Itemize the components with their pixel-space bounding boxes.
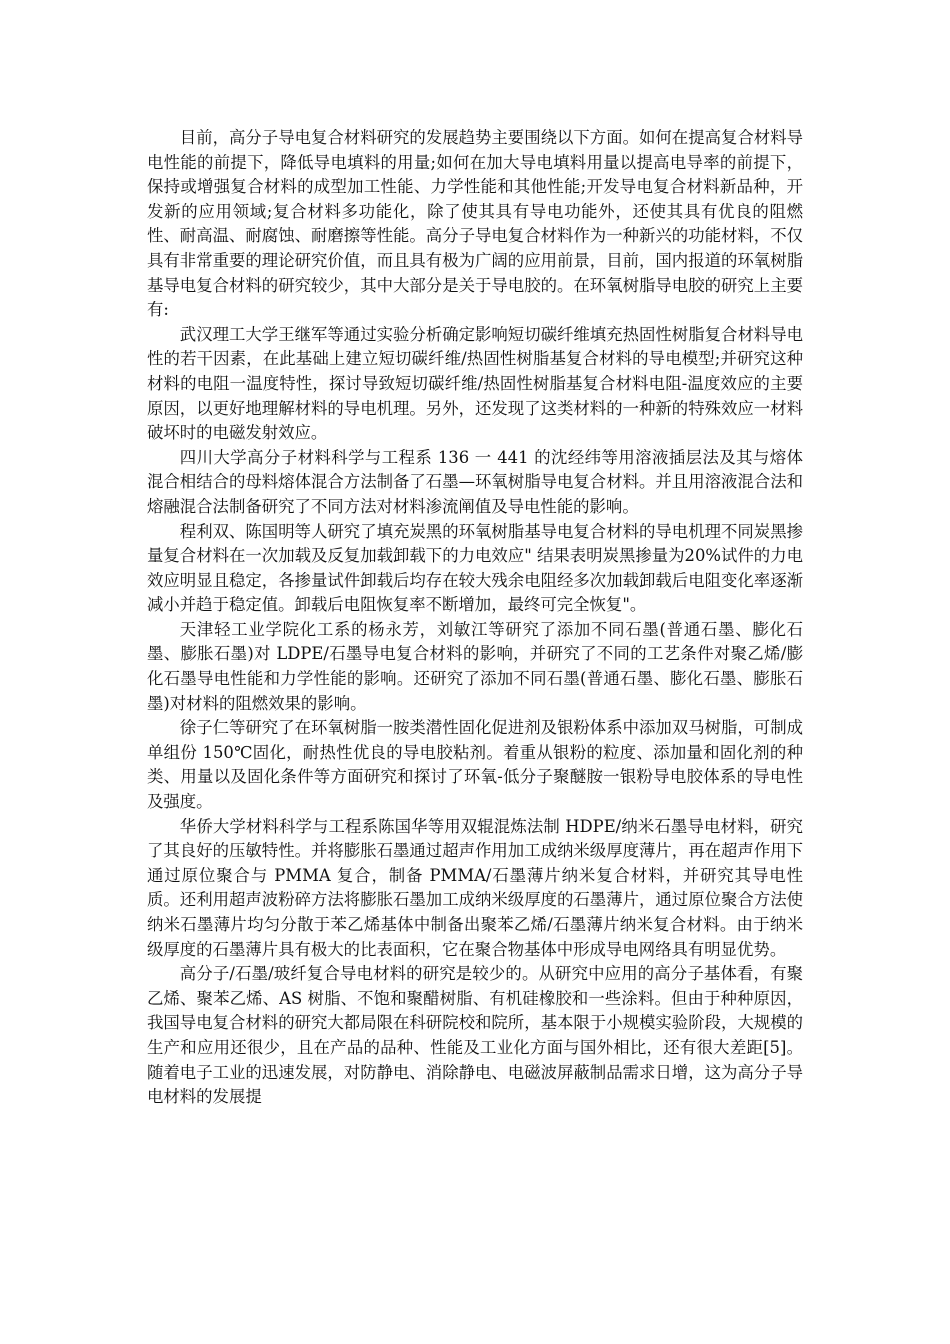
paragraph-tianjin-ldpe-graphite: 天津轻工业学院化工系的杨永芳，刘敏江等研究了添加不同石墨(普通石墨、膨化石墨、膨胀石墨)对 LDPE/石墨导电复合材料的影响，并研究了不同的工艺条件对聚乙烯/膨化石墨导电性能和力学性能的影响。还研究了添加不同石墨(普通石墨、膨化石墨、膨胀石墨)对材料的阻燃效果的影响。: [147, 619, 803, 713]
paragraph-wuhan-carbon-fiber: 武汉理工大学王继军等通过实验分析确定影响短切碳纤维填充热固性树脂复合材料导电性的若干因素，在此基础上建立短切碳纤维/热固性树脂基复合材料的导电模型;并研究这种材料的电阻一温度特性，探讨导致短切碳纤维/热固性树脂基复合材料电阻-温度效应的主要原因，以更好地理解材料的导电机理。另外，还发现了这类材料的一种新的特殊效应一材料破坏时的电磁发射效应。: [147, 324, 803, 443]
paragraph-polymer-graphite-glass-fiber: 高分子/石墨/玻纤复合导电材料的研究是较少的。从研究中应用的高分子基体看，有聚乙烯、聚苯乙烯、AS 树脂、不饱和聚醋树脂、有机硅橡胶和一些涂料。但由于种种原因，我国导电复合材料的研究大都局限在科研院校和院所，基本限于小规模实验阶段，大规模的生产和应用还很少，且在产品的品种、性能及工业化方面与国外相比，还有很大差距[5]。随着电子工业的迅速发展，对防静电、消除静电、电磁波屏蔽制品需求日增，这为高分子导电材料的发展提: [147, 964, 803, 1107]
paragraph-carbon-black-epoxy: 程利双、陈国明等人研究了填充炭黑的环氧树脂基导电复合材料的导电机理不同炭黑掺量复合材料在一次加载及反复加载卸载下的力电效应" 结果表明炭黑掺量为20%试件的力电效应明显且稳定，各掺量试件卸载后均存在较大残余电阻经多次加载卸载后电阻变化率逐渐减小并趋于稳定值。卸载后电阻恢复率不断增加，最终可完全恢复"。: [147, 521, 803, 615]
paragraph-development-trends: 目前，高分子导电复合材料研究的发展趋势主要围绕以下方面。如何在提高复合材料导电性能的前提下，降低导电填料的用量;如何在加大导电填料用量以提高电导率的前提下，保持或增强复合材料的成型加工性能、力学性能和其他性能;开发导电复合材料新品种，开发新的应用领域;复合材料多功能化，除了使其具有导电功能外，还使其具有优良的阻燃性、耐高温、耐腐蚀、耐磨擦等性能。高分子导电复合材料作为一种新兴的功能材料，不仅具有非常重要的理论研究价值，而且具有极为广阔的应用前景，目前，国内报道的环氧树脂基导电复合材料的研究较少，其中大部分是关于导电胶的。在环氧树脂导电胶的研究上主要有:: [147, 128, 803, 320]
document-body: [147, 126, 803, 1110]
paragraph-huaqiao-nano-graphite: 华侨大学材料科学与工程系陈国华等用双辊混炼法制 HDPE/纳米石墨导电材料，研究了其良好的压敏特性。并将膨胀石墨通过超声作用加工成纳米级厚度薄片，再在超声作用下通过原位聚合与 PMMA 复合，制备 PMMA/石墨薄片纳米复合材料，并研究其导电性质。还利用超声波粉碎方法将膨胀石墨加工成纳米级厚度的石墨薄片，通过原位聚合方法使纳米石墨薄片均匀分散于苯乙烯基体中制备出聚苯乙烯/石墨薄片纳米复合材料。由于纳米级厚度的石墨薄片具有极大的比表面积，它在聚合物基体中形成导电网络具有明显优势。: [147, 816, 803, 959]
paragraph-sichuan-graphite-epoxy: 四川大学高分子材料科学与工程系 136 一 441 的沈经纬等用溶液插层法及其与熔体混合相结合的母料熔体混合方法制备了石墨—环氧树脂导电复合材料。并且用溶液混合法和熔融混合法制备研究了不同方法对材料渗流阐值及导电性能的影响。: [147, 447, 803, 516]
paragraph-silver-conductive-adhesive: 徐子仁等研究了在环氧树脂一胺类潜性固化促进剂及银粉体系中添加双马树脂，可制成单组份 150℃固化，耐热性优良的导电胶粘剂。着重从银粉的粒度、添加量和固化剂的种类、用量以及固化条件等方面研究和探讨了环氧-低分子聚醚胺一银粉导电胶体系的导电性及强度。: [147, 718, 803, 812]
